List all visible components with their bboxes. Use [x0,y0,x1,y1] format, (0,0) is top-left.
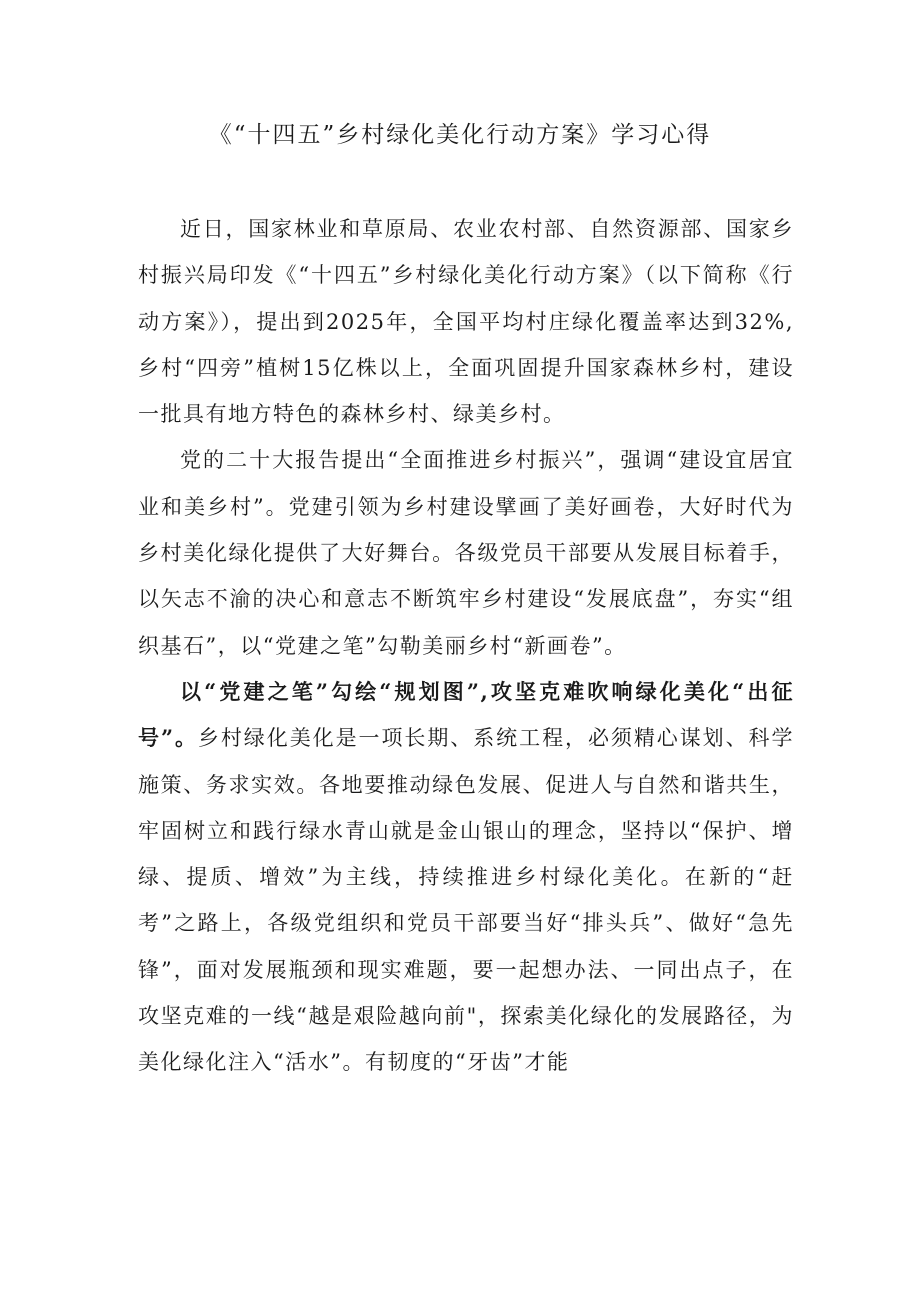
paragraph-party-report-text: 党的二十大报告提出“全面推进乡村振兴”，强调“建设宜居宜业和美乡村”。党建引领为乡村建设擘画了美好画卷，大好时代为乡村美化绿化提供了大好舞台。各级党员干部要从发展目标着手，以矢志不渝的决心和意志不断筑牢乡村建设“发展底盘”，夯实“组织基石”，以“党建之笔”勾勒美丽乡村“新画卷”。 [138,448,794,658]
paragraph-party-report [138,437,794,668]
paragraph-intro-text: 近日，国家林业和草原局、农业农村部、自然资源部、国家乡村振兴局印发《“十四五”乡村绿化美化行动方案》（以下简称《行动方案》），提出到2025年，全国平均村庄绿化覆盖率达到32%,乡村“四旁”植树15亿株以上，全面巩固提升国家森林乡村，建设一批具有地方特色的森林乡村、绿美乡村。 [138,217,794,427]
document-title: 《“十四五”乡村绿化美化行动方案》学习心得 [208,122,712,148]
paragraph-intro [138,206,794,437]
paragraph-planning [138,669,794,1086]
paragraph-planning-heading: 以“党建之笔”勾绘“规划图”,攻坚克难吹响绿化美化“出征号”。 [138,678,794,751]
document-body [138,206,794,1086]
paragraph-planning-text: 乡村绿化美化是一项长期、系统工程，必须精心谋划、科学施策、务求实效。各地要推动绿色发展、促进人与自然和谐共生，牢固树立和践行绿水青山就是金山银山的理念，坚持以“保护、增绿、提质、增效”为主线，持续推进乡村绿化美化。在新的“赶考”之路上，各级党组织和党员干部要当好“排头兵”、做好“急先锋”，面对发展瓶颈和现实难题，要一起想办法、一同出点子，在攻坚克难的一线“越是艰险越向前"，探索美化绿化的发展路径，为美化绿化注入“活水”。有韧度的“牙齿”才能 [138,726,794,1075]
